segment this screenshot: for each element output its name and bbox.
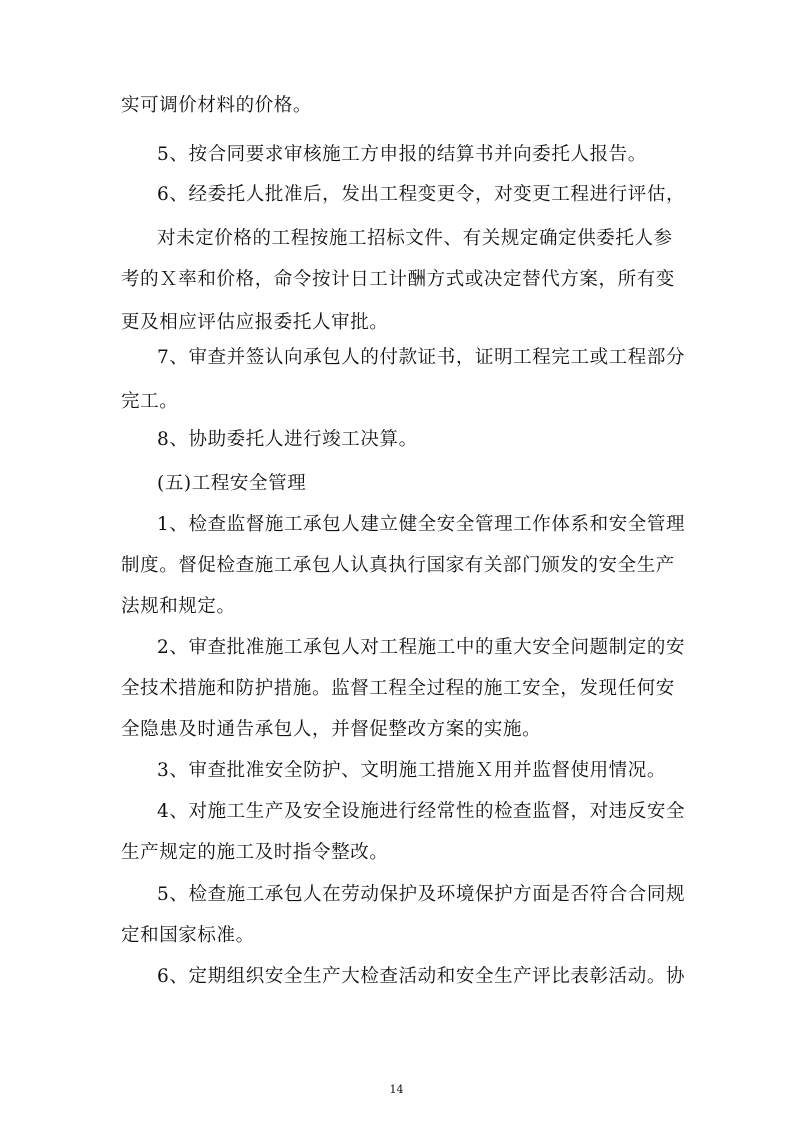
text-line: 4、对施工生产及安全设施进行经常性的检查监督，对违反安全 [157, 801, 686, 822]
text-line: 完工。 [121, 391, 179, 412]
text-line: 5、检查施工承包人在劳动保护及环境保护方面是否符合合同规 [157, 884, 686, 905]
text-line: 更及相应评估应报委托人审批。 [121, 312, 389, 333]
text-line: 3、审查批准安全防护、文明施工措施Ｘ用并监督使用情况。 [157, 760, 666, 781]
text-line: 全技术措施和防护措施。监督工程全过程的施工安全，发现任何安 [121, 678, 675, 699]
text-line: 2、审查批准施工承包人对工程施工中的重大安全问题制定的安 [157, 637, 686, 658]
text-line: 定和国家标准。 [121, 925, 255, 946]
text-line: 全隐患及时通告承包人，并督促整改方案的实施。 [121, 719, 542, 740]
text-line: 6、定期组织安全生产大检查活动和安全生产评比表彰活动。协 [157, 966, 686, 987]
text-line: 5、按合同要求审核施工方申报的结算书并向委托人报告。 [157, 144, 647, 165]
page-number: 14 [389, 1083, 404, 1096]
text-line: 实可调价材料的价格。 [121, 95, 313, 116]
text-line: 7、审查并签认向承包人的付款证书，证明工程完工或工程部分 [157, 347, 686, 368]
text-line: 对未定价格的工程按施工招标文件、有关规定确定供委托人参 [157, 228, 673, 249]
section-heading: (五)工程安全管理 [157, 473, 307, 494]
text-line: 制度。督促检查施工承包人认真执行国家有关部门颁发的安全生产 [121, 555, 675, 576]
text-line: 法规和规定。 [121, 596, 236, 617]
text-line: 考的Ｘ率和价格，命令按计日工计酬方式或决定替代方案，所有变 [121, 269, 675, 290]
text-line: 生产规定的施工及时指令整改。 [121, 842, 389, 863]
text-line: 8、协助委托人进行竣工决算。 [157, 429, 418, 450]
text-line: 1、检查监督施工承包人建立健全安全管理工作体系和安全管理 [157, 514, 686, 535]
text-line: 6、经委托人批准后，发出工程变更令，对变更工程进行评估， [157, 184, 686, 205]
